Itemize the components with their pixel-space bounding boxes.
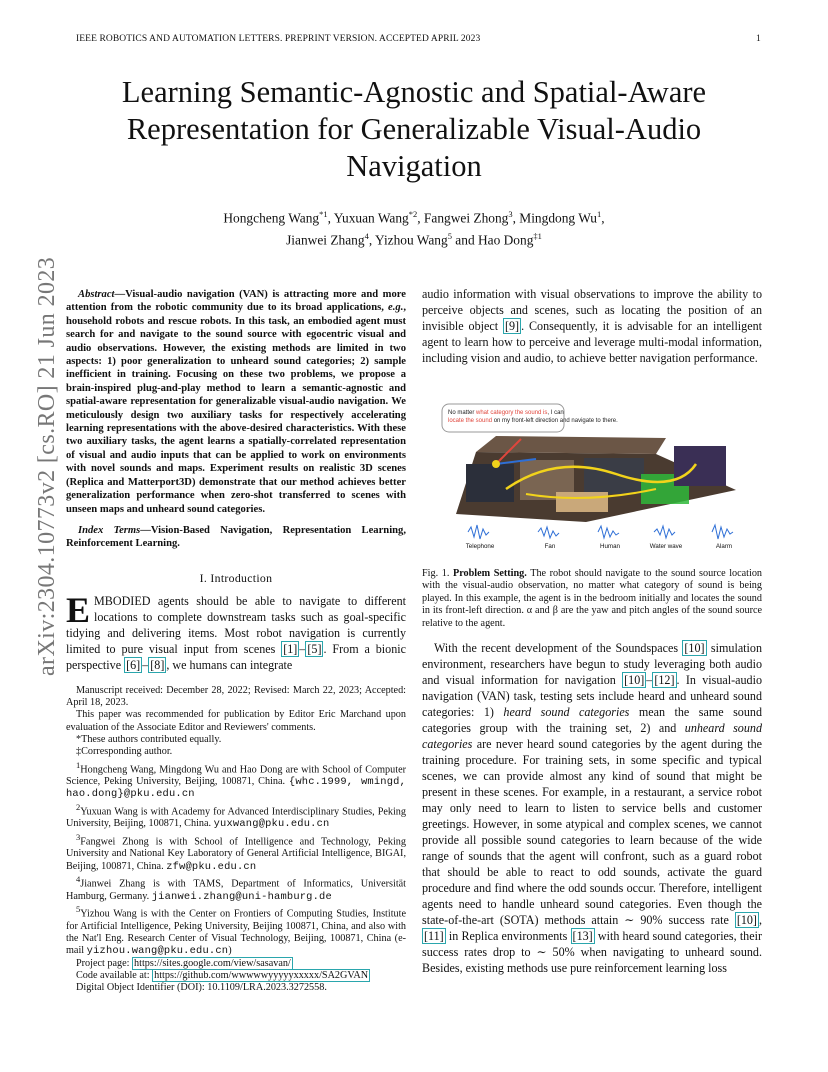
author-line-2: Jianwei Zhang$^4$, Yizhou Wang$^5$ and Hao Dong$^{\ddagger 1}$	[286, 231, 542, 248]
paper-title: Learning Semantic-Agnostic and Spatial-Aware Representation for Generalizable Visual-Audio Navigation	[121, 75, 707, 183]
footnote-3: $^3$Fangwei Zhong is with School of Intelligence and Technology, Peking University and National Key Laboratory of General Artificial Intelligence, BIGAI, Beijing, 100871, China. zfw@pku.edu.cn	[66, 831, 406, 873]
right-column-top	[422, 286, 762, 366]
citation-link[interactable]: [8]	[150, 657, 165, 672]
citation-link[interactable]: [10]	[624, 673, 645, 687]
bedroom-area	[466, 464, 514, 502]
page-number: 1	[756, 34, 761, 44]
author-list	[80, 205, 748, 250]
footnote-equal-contribution: *These authors contributed equally.	[76, 733, 222, 745]
section-heading: I. Introduction	[199, 570, 273, 585]
running-header: IEEE ROBOTICS AND AUTOMATION LETTERS. PREPRINT VERSION. ACCEPTED APRIL 2023	[76, 34, 481, 44]
arxiv-identifier: arXiv:2304.10773v2 [cs.RO] 21 Jun 2023	[34, 256, 60, 676]
agent-marker	[492, 460, 500, 468]
citation-link[interactable]: [12]	[654, 673, 675, 687]
index-terms: Index Terms—Vision-Based Navigation, Representation Learning, Reinforcement Learning.	[66, 524, 406, 550]
sound-label: Alarm	[715, 543, 733, 550]
author-line-1: Hongcheng Wang$^{*1}$, Yuxuan Wang$^{*2}$, Fangwei Zhong$^3$, Mingdong Wu$^1$,	[223, 209, 605, 226]
citation-link[interactable]: [11]	[424, 929, 444, 943]
arxiv-stamp	[0, 0, 60, 1072]
sound-waveforms	[468, 525, 733, 539]
footnote-1: $^1$Hongcheng Wang, Mingdong Wu and Hao Dong are with School of Computer Science, Peking University, Beijing, 100871, China. {whc.1999, wmingd, hao.dong}@pku.edu.cn	[66, 759, 407, 801]
left-column	[66, 288, 406, 995]
code-link[interactable]: https://github.com/wwwwwyyyyyxxxxx/SA2GVAN	[154, 969, 369, 981]
body-paragraph: With the recent development of the Soundspaces [10] simulation environment, researchers have begun to study leveraging both audio and visual information for navigation [10] – [12] . In visual-audio navigation (VAN) task, testing sets include heard and unheard sound categories: 1) heard sound categories mean the same sound categories group with the training set, 2) and unheard sound categories are never heard sound categories by the agent during the training procedure. For training sets, in some specific and typical scenes, we can provide almost any kind of sound that might be present in these scenes. For example, in a restaurant, a service robot may only need to learn to listen to service bells and customer greetings. However, in some atypical and complex scenes, we cannot provide all possible sound categories to learn because of the wide range of sounds that the agent will confront, such as a guard robot that should be able to react to odd sounds, activate the guard procedure and find where the odd sounds occur. Therefore, intelligent agents need to handle unheard sound categories. Even though the state-of-the-art (SOTA) methods attain ∼ 90% success rate [10] , [11] in Replica environments [13] with heard sound categories, their success rates drop to ∼ 50% when navigating to unheard sound. Besides, existing methods use pure reinforcement learning loss	[422, 641, 762, 975]
intro-continued: audio information with visual observations to improve the ability to perceive objects and scenes, such as locating the position of an invisible object [9] . Consequently, it is advisable for an intelligent agent to learn how to perceive and leverage multi-modal information, including vision and audio, to achieve better navigation performance.	[422, 287, 762, 365]
citation-link[interactable]: [10]	[736, 913, 757, 927]
citation-link[interactable]: [5]	[307, 641, 322, 656]
sound-label: Telephone	[465, 543, 495, 550]
figure-caption: Fig. 1. Problem Setting. The robot should navigate to the sound source location with the visual-audio observation, no matter what category of sound is being played. In this example, the agent is in the bedroom initially and locates the sound in its front-left direction. α and β are the yaw and pitch angles of the sound source relative to the agent.	[422, 568, 763, 629]
project-page: Project page: https://sites.google.com/view/sasavan/	[76, 957, 291, 969]
scene-illustration	[436, 394, 750, 550]
footnote-4: $^4$Jianwei Zhang is with TAMS, Department of Informatics, Universität Hamburg, Germany. jianwei.zhang@uni-hamburg.de	[66, 874, 406, 903]
citation-link[interactable]: [6]	[126, 657, 141, 672]
sound-label: Human	[600, 543, 620, 550]
citation-link[interactable]: [9]	[504, 319, 520, 333]
footnotes	[66, 685, 406, 995]
footnote-2: $^2$Yuxuan Wang is with Academy for Advanced Interdisciplinary Studies, Peking University, Beijing, 100871, China. yuxwang@pku.edu.cn	[66, 801, 406, 831]
footnote-received: Manuscript received: December 28, 2022; Revised: March 22, 2023; Accepted: April 18, 2023.	[66, 684, 406, 709]
sound-label: Fan	[544, 543, 556, 550]
svg-text:locate the sound on my front-l: locate the sound on my front-left direction and navigate to there.	[448, 418, 618, 424]
citation-link[interactable]: [10]	[684, 641, 705, 655]
footnote-5: $^5$Yizhou Wang is with the Center on Frontiers of Computing Studies, Institute for Artificial Intelligence, Peking University, Beijing 100871, China, and also with the Nat'l Eng. Research Center of Visual Technology, Beijing, 100871, China (e-mail yizhou.wang@pku.edu.cn)	[66, 904, 406, 958]
intro-paragraph: EMBODIED agents should be able to navigate to different locations to complete downstream tasks such as goal-specific tidying and delivering items. Most robot navigation is currently limited to pure visual input from scenes [1] – [5] . From a bionic perspective [6] – [8] , we humans can integrate	[66, 589, 406, 672]
citation-link[interactable]: [13]	[572, 929, 593, 943]
sound-label: Water wave	[649, 543, 683, 550]
code-availability: Code available at: https://github.com/wwwwwyyyyyxxxxx/SA2GVAN	[76, 969, 369, 981]
abstract: Abstract—Visual-audio navigation (VAN) is attracting more and more attention from the robotic community due to its broad applications, e.g., household robots and rescue robots. In this task, an embodied agent must search for and navigate to the sound source with egocentric visual and audio observations. However, the existing methods are limited in two aspects: 1) poor generalization to unheard sound categories; 2) sample inefficient in training. Focusing on these two problems, we propose a brain-inspired plug-and-play method to learn a semantic-agnostic and spatial-aware representation for generalizable visual-audio navigation. We meticulously design two auxiliary tasks for respectively accelerating learning representations with the above-desired characteristics. With these two auxiliary tasks, the agent learns a spatially-correlated representation of visual and audio inputs that can be applied to work on environments with novel sounds and maps. Experiment results on realistic 3D scenes (Replica and Matterport3D) demonstrate that our method achieves better generalization performance when zero-shot transferred to scenes with unseen maps and unheard sound categories.	[66, 289, 406, 515]
right-column-body	[422, 640, 762, 976]
footnote-corresponding: ‡Corresponding author.	[76, 746, 173, 758]
citation-link[interactable]: [1]	[283, 641, 298, 656]
figure-1-scene	[436, 394, 750, 550]
drop-cap: E	[66, 589, 91, 630]
doi: Digital Object Identifier (DOI): 10.1109/LRA.2023.3272558.	[76, 982, 327, 994]
project-page-link[interactable]: https://sites.google.com/view/sasavan/	[134, 957, 291, 969]
svg-text:No matter what category the so: No matter what category the sound is, I can	[448, 410, 564, 416]
footnote-recommended: This paper was recommended for publication by Editor Eric Marchand upon evaluation of the Associate Editor and Reviewers' comments.	[66, 709, 406, 733]
